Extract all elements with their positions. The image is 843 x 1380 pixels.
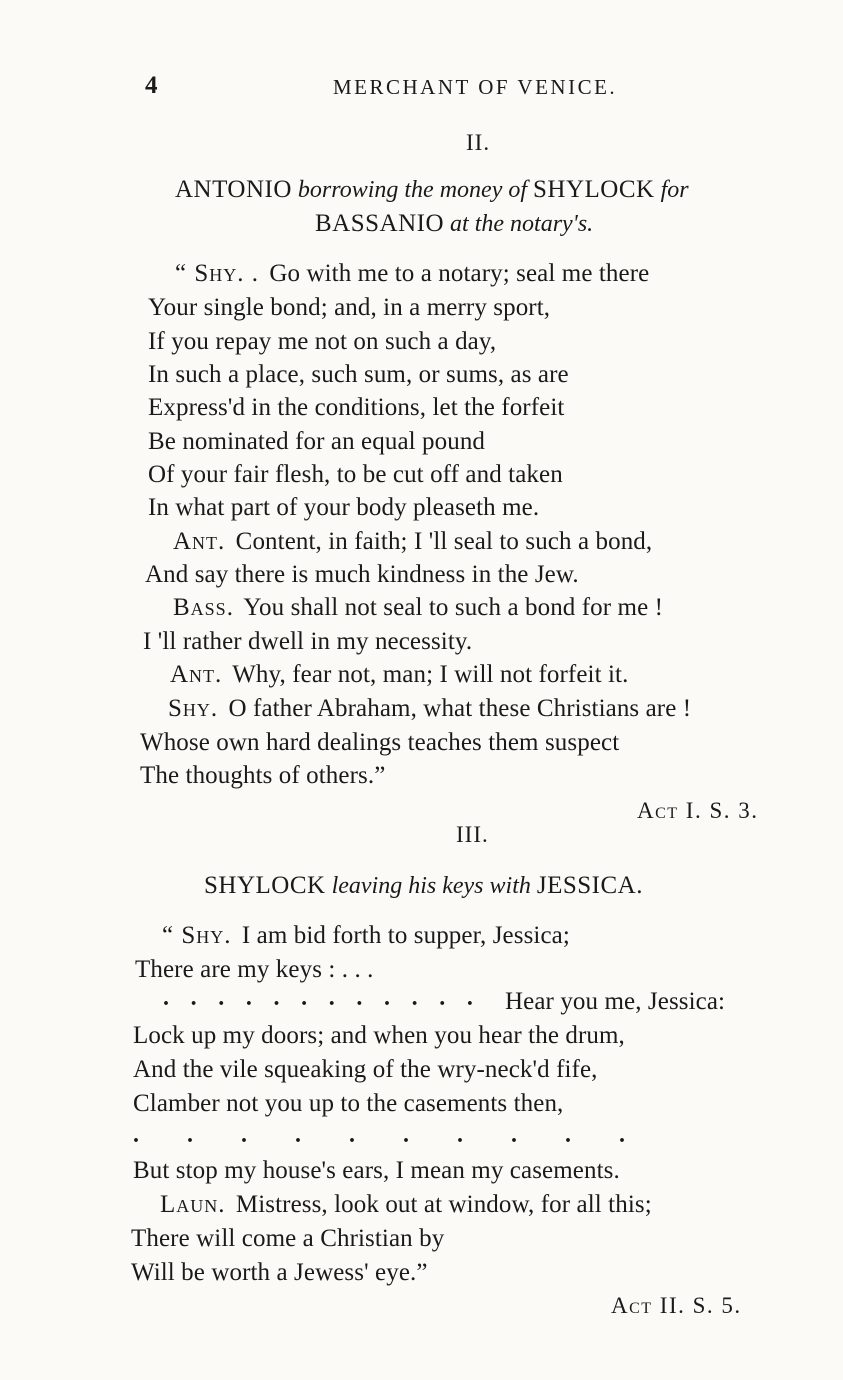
verse-line: And the vile squeaking of the wry-neck'd fife, [133, 1056, 598, 1083]
verse-line: There are my keys : . . . [135, 956, 374, 983]
verse-line: In what part of your body pleaseth me. [148, 494, 540, 521]
verse-line: But stop my house's ears, I mean my casements. [133, 1157, 620, 1184]
verse-line: Express'd in the conditions, let the forfeit [148, 394, 565, 421]
verse-line: Will be worth a Jewess' eye.” [131, 1259, 428, 1286]
speaker-label: Shy. [168, 695, 219, 722]
verse-line: Be nominated for an equal pound [148, 428, 486, 455]
section-iii-title: SHYLOCK leaving his keys with JESSICA. [204, 872, 643, 899]
verse-line: Whose own hard dealings teaches them suspect [140, 729, 620, 756]
section-numeral-iii: III. [456, 822, 489, 847]
verse-line: The thoughts of others.” [140, 762, 386, 789]
verse-line: Shy. O father Abraham, what these Christians are ! [168, 695, 692, 722]
verse-line: Your single bond; and, in a merry sport, [148, 294, 551, 321]
speaker-label: “ Shy. [162, 922, 232, 949]
verse-line: In such a place, such sum, or sums, as are [148, 361, 569, 388]
verse-line: There will come a Christian by [131, 1225, 445, 1252]
speaker-label: Laun. [160, 1191, 226, 1218]
act-scene-reference: Act I. S. 3. [637, 798, 759, 823]
verse-line: Clamber not you up to the casements then, [133, 1090, 564, 1117]
ellipsis-dots: . . . . . . . . . . [133, 1122, 625, 1148]
speaker-label: Ant. [170, 661, 223, 688]
ellipsis-dots: . . . . . . . . . . . . [163, 985, 473, 1011]
verse-line: Ant. Content, in faith; I 'll seal to such a bond, [173, 528, 653, 555]
verse-line: Bass. You shall not seal to such a bond for me ! [173, 594, 664, 621]
speaker-label: “ Shy. . [175, 260, 259, 287]
running-header [145, 72, 765, 106]
verse-line: And say there is much kindness in the Jew. [145, 561, 579, 588]
verse-line: “ Shy. I am bid forth to supper, Jessica; [162, 922, 570, 949]
act-scene-reference: Act II. S. 5. [611, 1293, 742, 1318]
section-numeral-ii: II. [466, 130, 491, 155]
verse-line: Laun. Mistress, look out at window, for all this; [160, 1191, 652, 1218]
page-number: 4 [145, 72, 158, 99]
speaker-label: Ant. [173, 528, 226, 555]
verse-line: “ Shy. . Go with me to a notary; seal me there [175, 260, 650, 287]
section-ii-title-line-2: BASSANIO at the notary's. [315, 210, 594, 237]
verse-line: Hear you me, Jessica: [505, 988, 726, 1015]
running-title: MERCHANT OF VENICE. [333, 75, 618, 99]
verse-line: I 'll rather dwell in my necessity. [143, 628, 473, 655]
section-ii-title-line-1: ANTONIO borrowing the money of SHYLOCK for [175, 176, 689, 203]
verse-line: Lock up my doors; and when you hear the drum, [133, 1022, 625, 1049]
verse-line: Of your fair flesh, to be cut off and taken [148, 461, 563, 488]
speaker-label: Bass. [173, 594, 234, 621]
verse-line: Ant. Why, fear not, man; I will not forfeit it. [170, 661, 629, 688]
verse-line: If you repay me not on such a day, [148, 328, 497, 355]
